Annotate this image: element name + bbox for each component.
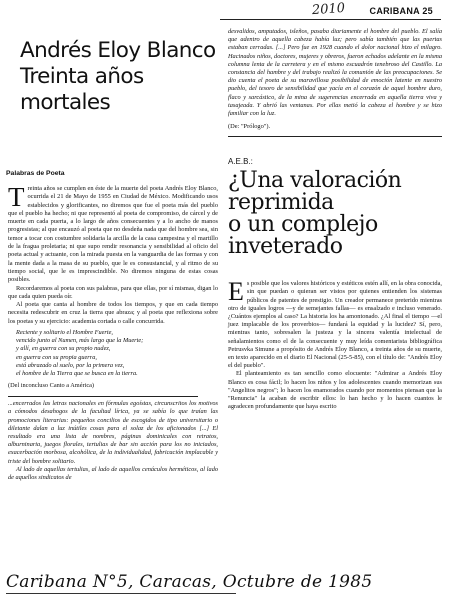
paragraph [228, 277, 442, 370]
poem-citation: (Del inconcluso Canto a América) [8, 382, 95, 390]
headline-line: reprimida [228, 190, 334, 216]
paragraph: El planteamiento es tan sencillo como elocuente: "Admirar a Andrés Eloy Blanco es cosa fácil; lo hacen los niños y los adolescentes cuando memorizan sus "Angelitos negros"; lo hacen los enamorados cuando por momentos piensan que la "Renuncia" la acaban de escribir ellos: lo han hecho y lo hacen cuantos le agradecen profundamente que haya escrito [228, 370, 442, 411]
paragraph: Recordaremos al poeta con sus palabras, para que ellas, por sí mismas, digan lo que cada quien pueda oír. [8, 284, 218, 300]
section-kicker: A.E.B.: [228, 157, 253, 167]
headline-line: inveterado [228, 234, 343, 260]
headline-line: ¿Una valoración [228, 168, 402, 194]
quote-source: (De: "Prólogo"). [228, 123, 271, 131]
article-headline [228, 170, 442, 258]
paragraph: Al poeta que canta al hombre de todos los tiempos, y que en cada tiempo necesita redescubrir en cruz la tierra que abraza; y al poeta que reflexiona sobre los poetas y su ejercicio: academia cortada o calle concurrida. [8, 301, 218, 325]
drop-cap: E [228, 277, 244, 307]
poem-line: vencido junto al Numen, más largo que la Muerte; [16, 337, 144, 345]
italic-quote-continued: desvalidos, amputados, isleños, pasaba diariamente el hombre del pueblo. El salía que adentro de aquella cabeza había luz; pero sabía también que las puertas estaban cerradas. [...] Pero fue en 1928 cuando el dolor nacional hizo el milagro. Hacinados niños, doctores, mujeres y obreros, fueron echados adelante en la misma columna lenta de la carretera y en el mismo escuadrón tenebroso del Castillo. La constancia del hambre y del trabajo realizó la comunión de las preocupaciones. Se dio cuenta el poeta de su maravillosa posibilidad de emoción latente en nuestro pueblo, del tesoro de sensibilidad que yacía en el corazón de aquel hombre duro, flaco y sarcástico, de la mina de sugerencias encerrada en aquella tierra viva y tasajeada. Y abrió las ventanas. Por ellas metió la cabeza el hombre y se hizo familiar con la luz. [228, 28, 442, 118]
paragraph-text: reinta años se cumplen en éste de la muerte del poeta Andrés Eloy Blanco, ocurrida el 21 de Mayo de 1955 en Ciudad de México. Modificando usos establecidos y glorificantes, no diremos que fue el poeta más del pueblo que el pueblo ha hecho; ni que representó al poeta de compromiso, de cárcel y de muerte en cada puerta, a lo largo de años consecuentes y a lo ancho de manos progresistas; al que encauzó al poeta que no desdeña nada que del hombre sea, sin temor a tocar con costumbre solidaria la arcilla de la casa campesina y el martillo de la fragua proletaria; ni que supo rendir resonancia y sensibilidad al oficio del poeta actual y actuante, con la mirada puesta en la vanguardia de las formas y con la mente dada a la masa de su pueblo, que le es consustancial, y al ritmo de su tiempo social, que le es imprescindible. No diremos ninguna de estas cosas posibles. [8, 185, 218, 284]
italic-quote: Al lado de aquellas tertulias, al lado de aquellos cenáculos herméticos, al lado de aquellos sindicatos de [8, 465, 218, 482]
title-line: Andrés Eloy Blanco [20, 38, 216, 63]
paragraph-text: s posible que los valores históricos y estéticos estén allí, en la obra conocida, sin que puedan o quieran ser vistos por quienes entienden los sistemas públicos de patentes de prestigio. Un creador permanece preterido mientras otro de iguales logros —y de semejantes fallas— es ensalzado e incluso venerado. ¿Cuántos ejemplos al caso? La historia los ha amontonado. ¿Al final el tiempo —el juez implacable de los proverbios— fundará la equidad y la lucidez? Sí, pero, mientras tanto, sobresalen la justeza y la sincera valentía intelectual de señalamientos como el de la consecuente y muy leída comentarista bibliográfica Petrusvka Simune a propósito de Andrés Eloy Blanco, a treinta años de su muerte, en texto aparecido en el diario El Nacional (25-5-85), con el título de: "Andrés Eloy el del pueblo". [228, 280, 442, 370]
poem-line: y allí, en guerra con su propio nudez, [16, 345, 111, 353]
handwritten-note: Caribana N°5, Caracas, Octubre de 1985 [6, 572, 373, 592]
title-line: mortales [20, 90, 111, 115]
poem-line: Reciente y solitario el Hombre Fuerte, [16, 329, 113, 337]
left-column [0, 28, 218, 482]
drop-cap: T [8, 182, 25, 212]
italic-quote: ...encerrados las letras nacionales en fórmulas egoístas, circunscritos los motivos a cómodos desahogos de la facultad lírica, ya se sabía lo que traían las promociones literarias: pequeños concilios de escogidos de tipo universitario o diletante dalan a luz inútiles cosas para el solaz de los aficionados [...] El resultado era una lista de nombres, páginas dominicales con retratos, alburninaria, juegos florales, tertulias de bar sin acción para los no iniciados, exacerbación morbosa, alcohólica, de la individualidad, fabricación implacable y triste del hombre solitario. [8, 400, 218, 465]
poem [16, 329, 218, 378]
section-label: Palabras de Poeta [6, 170, 65, 177]
title-line: Treinta años [20, 64, 144, 89]
handwritten-underline [6, 593, 236, 594]
running-header: CARIBANA 25 [369, 6, 433, 16]
header-rule [220, 19, 441, 20]
right-column [228, 28, 442, 411]
article-title [20, 38, 218, 116]
separator-rule [8, 396, 198, 397]
poem-line: el hombre de la Tierra que se busca en la tierra. [16, 370, 138, 378]
headline-line: o un complejo [228, 212, 378, 238]
handwritten-page-number: 2010 [311, 0, 346, 19]
poem-line: está abrazado al suelo, por la primera vez, [16, 361, 125, 369]
poem-line: en guerra con su propia guerra, [16, 353, 97, 361]
paragraph [8, 182, 218, 285]
section-rule [228, 136, 442, 137]
